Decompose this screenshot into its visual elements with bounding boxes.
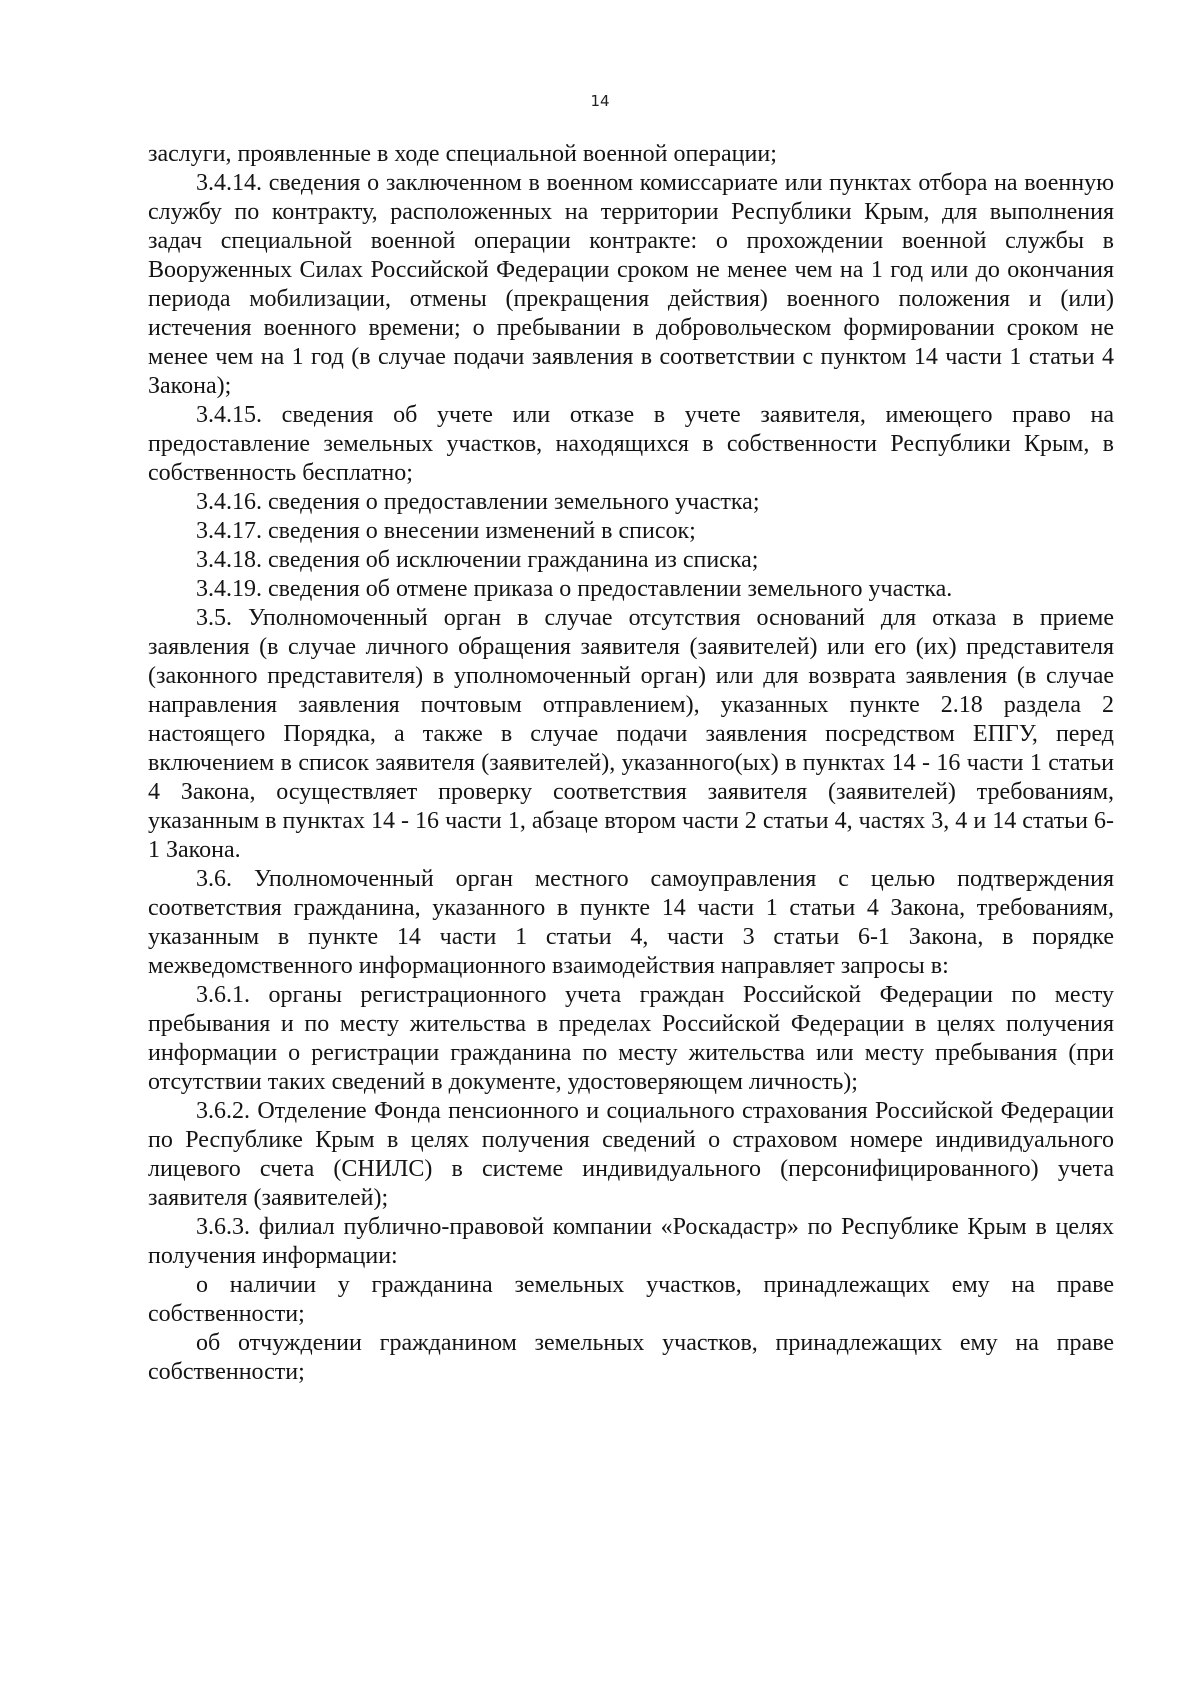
paragraph-3-4-15: 3.4.15. сведения об учете или отказе в учете заявителя, имеющего право на предоставление земельных участков, находящихся в собственности Республики Крым, в собственность бесплатно; [148,402,1114,486]
page-number: 14 [590,92,610,110]
paragraph-continuation: заслуги, проявленные в ходе специальной военной операции; [148,141,777,167]
document-text [148,140,1114,1387]
paragraph-3-6-2: 3.6.2. Отделение Фонда пенсионного и социального страхования Российской Федерации по Республике Крым в целях получения сведений о страховом номере индивидуального лицевого счета (СНИЛС) в системе индивидуального (персонифицированного) учета заявителя (заявителей); [148,1098,1114,1211]
paragraph-ownership-info: о наличии у гражданина земельных участков, принадлежащих ему на праве собственности; [148,1272,1114,1327]
paragraph-3-4-14: 3.4.14. сведения о заключенном в военном комиссариате или пунктах отбора на военную службу по контракту, расположенных на территории Республики Крым, для выполнения задач специальной военной операции контракте: о прохождении военной службы в Вооруженных Силах Российской Федерации сроком не менее чем на 1 год или до окончания периода мобилизации, отмены (прекращения действия) военного положения и (или) истечения военного времени; о пребывании в добровольческом формировании сроком не менее чем на 1 год (в случае подачи заявления в соответствии с пунктом 14 части 1 статьи 4 Закона); [148,170,1114,399]
paragraph-3-4-16: 3.4.16. сведения о предоставлении земельного участка; [196,489,760,515]
paragraph-3-6-1: 3.6.1. органы регистрационного учета граждан Российской Федерации по месту пребывания и по месту жительства в пределах Российской Федерации в целях получения информации о регистрации гражданина по месту жительства или месту пребывания (при отсутствии таких сведений в документе, удостоверяющем личность); [148,982,1114,1095]
paragraph-3-4-17: 3.4.17. сведения о внесении изменений в список; [196,518,696,544]
paragraph-3-4-18: 3.4.18. сведения об исключении гражданина из списка; [196,547,759,573]
paragraph-alienation-info: об отчуждении гражданином земельных участков, принадлежащих ему на праве собственности; [148,1330,1114,1385]
paragraph-3-6-3: 3.6.3. филиал публично-правовой компании «Роскадастр» по Республике Крым в целях получения информации: [148,1214,1114,1269]
paragraph-3-4-19: 3.4.19. сведения об отмене приказа о предоставлении земельного участка. [196,576,953,602]
paragraph-3-5: 3.5. Уполномоченный орган в случае отсутствия оснований для отказа в приеме заявления (в случае личного обращения заявителя (заявителей) или его (их) представителя (законного представителя) в уполномоченный орган) или для возврата заявления (в случае направления заявления почтовым отправлением), указанных пункте 2.18 раздела 2 настоящего Порядка, а также в случае подачи заявления посредством ЕПГУ, перед включением в список заявителя (заявителей), указанного(ых) в пунктах 14 - 16 части 1 статьи 4 Закона, осуществляет проверку соответствия заявителя (заявителей) требованиям, указанным в пунктах 14 - 16 части 1, абзаце втором части 2 статьи 4, частях 3, 4 и 14 статьи 6-1 Закона. [148,605,1114,863]
paragraph-3-6: 3.6. Уполномоченный орган местного самоуправления с целью подтверждения соответствия гражданина, указанного в пункте 14 части 1 статьи 4 Закона, требованиям, указанным в пункте 14 части 1 статьи 4, части 3 статьи 6-1 Закона, в порядке межведомственного информационного взаимодействия направляет запросы в: [148,866,1114,979]
